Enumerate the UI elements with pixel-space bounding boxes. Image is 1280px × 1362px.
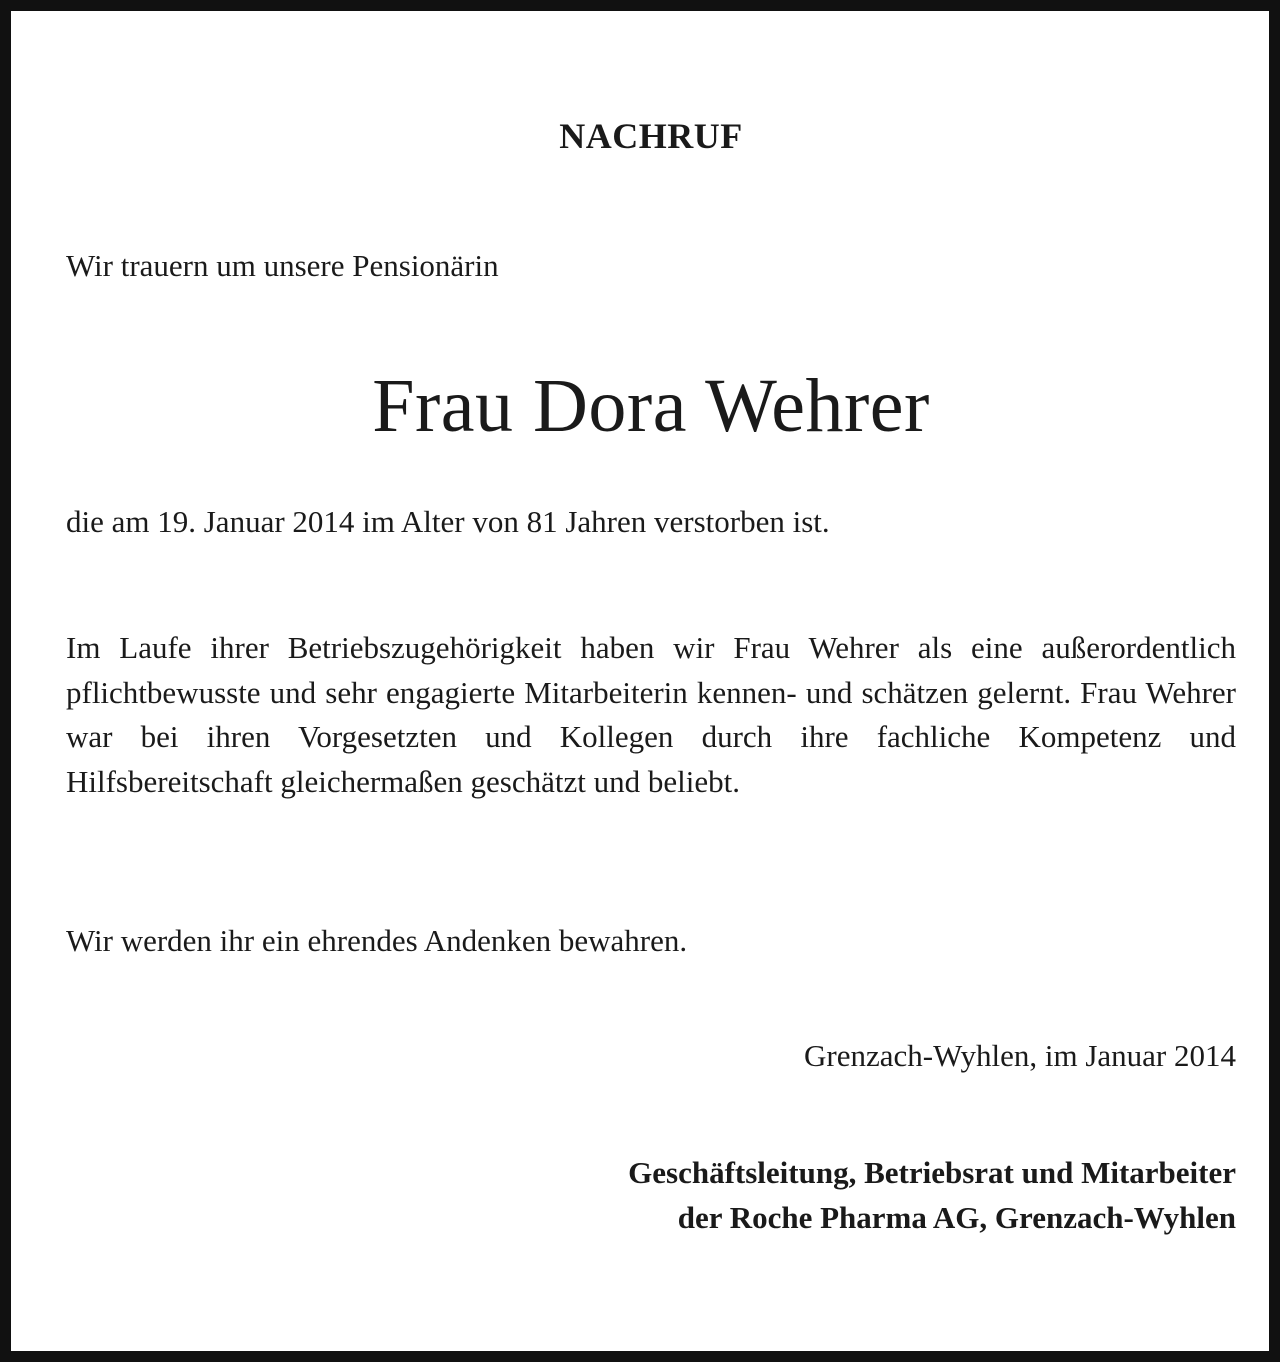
closing-line: Wir werden ihr ein ehrendes Andenken bewahren. <box>66 923 688 958</box>
place-date: Grenzach-Wyhlen, im Januar 2014 <box>804 1038 1236 1073</box>
tribute-paragraph: Im Laufe ihrer Betriebszugehörigkeit haben wir Frau Wehrer als eine außerordentlich pflichtbewusste und sehr engagierte Mitarbeiterin kennen- und schätzen gelernt. Frau Wehrer war bei ihren Vorgesetzten und Kollegen durch ihre fachliche Kompetenz und Hilfsbereitschaft gleichermaßen geschätzt und beliebt. <box>66 630 1236 799</box>
death-line: die am 19. Januar 2014 im Alter von 81 Jahren verstorben ist. <box>66 504 830 539</box>
intro-line: Wir trauern um unsere Pensionärin <box>66 248 499 283</box>
notice-heading: NACHRUF <box>559 116 743 156</box>
signature-block <box>66 1150 1236 1240</box>
signature-line-2: der Roche Pharma AG, Grenzach-Wyhlen <box>677 1200 1236 1235</box>
deceased-name: Frau Dora Wehrer <box>372 364 930 448</box>
signature-line-1: Geschäftsleitung, Betriebsrat und Mitarbeiter <box>628 1155 1236 1190</box>
